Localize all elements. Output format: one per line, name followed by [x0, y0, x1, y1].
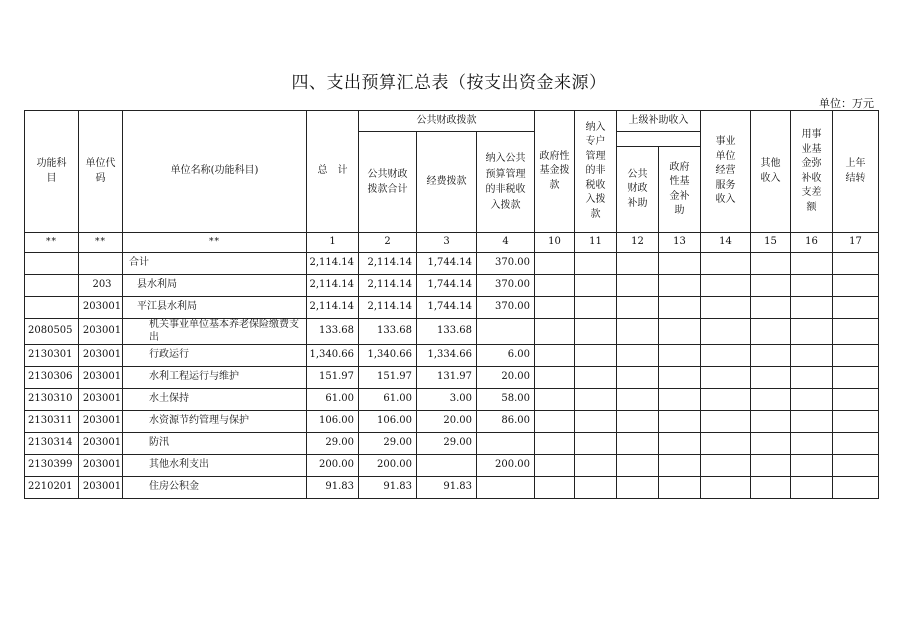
- header-pf-nontax: 纳入公共预算管理的非税收入拨款: [477, 132, 535, 233]
- unit-code-cell: 203001: [79, 389, 123, 411]
- pf-nontax-cell: 20.00: [477, 367, 535, 389]
- pf-fund-cell: 1,744.14: [417, 253, 477, 275]
- empty-cell: [659, 477, 701, 499]
- empty-cell: [659, 319, 701, 345]
- empty-cell: [575, 477, 617, 499]
- empty-cell: [751, 411, 791, 433]
- pf-fund-cell: 131.97: [417, 367, 477, 389]
- total-cell: 61.00: [307, 389, 359, 411]
- unit-code-cell: 203001: [79, 411, 123, 433]
- empty-cell: [617, 389, 659, 411]
- header-total: 总 计: [307, 111, 359, 233]
- empty-cell: [575, 319, 617, 345]
- empty-cell: [791, 345, 833, 367]
- header-other: 其他收入: [751, 111, 791, 233]
- unit-code-cell: 203001: [79, 477, 123, 499]
- total-cell: 2,114.14: [307, 297, 359, 319]
- table-row: [25, 275, 879, 297]
- empty-cell: [617, 297, 659, 319]
- empty-cell: [575, 455, 617, 477]
- empty-cell: [791, 455, 833, 477]
- func-code-cell: 2130399: [25, 455, 79, 477]
- pf-total-cell: 29.00: [359, 433, 417, 455]
- empty-cell: [535, 297, 575, 319]
- empty-cell: [659, 275, 701, 297]
- empty-cell: [659, 345, 701, 367]
- func-code-cell: 2130311: [25, 411, 79, 433]
- header-superior-spacer: [617, 132, 701, 147]
- empty-cell: [751, 389, 791, 411]
- unit-name-cell: 平江县水利局: [123, 297, 307, 319]
- header-sup-gov: 政府性基金补助: [659, 147, 701, 233]
- empty-cell: [751, 477, 791, 499]
- pf-fund-cell: 29.00: [417, 433, 477, 455]
- empty-cell: [535, 433, 575, 455]
- empty-cell: [791, 477, 833, 499]
- empty-cell: [659, 455, 701, 477]
- empty-cell: [751, 319, 791, 345]
- total-cell: 91.83: [307, 477, 359, 499]
- empty-cell: [535, 367, 575, 389]
- unit-code-cell: 203001: [79, 455, 123, 477]
- func-code-cell: 2210201: [25, 477, 79, 499]
- pf-nontax-cell: 370.00: [477, 253, 535, 275]
- empty-cell: [833, 345, 879, 367]
- empty-cell: [701, 411, 751, 433]
- table-row: [25, 455, 879, 477]
- empty-cell: [833, 389, 879, 411]
- empty-cell: [751, 345, 791, 367]
- empty-cell: [701, 297, 751, 319]
- empty-cell: [791, 411, 833, 433]
- unit-name-cell: 机关事业单位基本养老保险缴费支出: [123, 319, 307, 345]
- unit-name-cell: 防汛: [123, 433, 307, 455]
- unit-code-cell: 203001: [79, 367, 123, 389]
- total-cell: 2,114.14: [307, 253, 359, 275]
- empty-cell: [535, 411, 575, 433]
- pf-total-cell: 133.68: [359, 319, 417, 345]
- pf-total-cell: 2,114.14: [359, 275, 417, 297]
- empty-cell: [833, 367, 879, 389]
- pf-fund-cell: 20.00: [417, 411, 477, 433]
- empty-cell: [617, 319, 659, 345]
- total-cell: 1,340.66: [307, 345, 359, 367]
- pf-nontax-cell: 86.00: [477, 411, 535, 433]
- unit-name-cell: 行政运行: [123, 345, 307, 367]
- empty-cell: [659, 297, 701, 319]
- empty-cell: [535, 455, 575, 477]
- empty-cell: [575, 297, 617, 319]
- empty-cell: [535, 477, 575, 499]
- empty-cell: [791, 253, 833, 275]
- pf-nontax-cell: [477, 433, 535, 455]
- unit-code-cell: 203001: [79, 433, 123, 455]
- empty-cell: [617, 345, 659, 367]
- pf-fund-cell: 91.83: [417, 477, 477, 499]
- header-public-fiscal: 公共财政拨款: [359, 111, 535, 132]
- header-business: 事业单位经营服务收入: [701, 111, 751, 233]
- func-code-cell: [25, 275, 79, 297]
- empty-cell: [617, 433, 659, 455]
- func-code-cell: [25, 253, 79, 275]
- pf-fund-cell: 133.68: [417, 319, 477, 345]
- header-gov-fund: 政府性基金拨款: [535, 111, 575, 233]
- pf-total-cell: 91.83: [359, 477, 417, 499]
- empty-cell: [751, 253, 791, 275]
- empty-cell: [751, 433, 791, 455]
- empty-cell: [575, 275, 617, 297]
- header-special-nontax: 纳入专户管理的非税收入拨款: [575, 111, 617, 233]
- empty-cell: [701, 433, 751, 455]
- pf-fund-cell: [417, 455, 477, 477]
- table-row: [25, 433, 879, 455]
- unit-code-cell: 203001: [79, 319, 123, 345]
- empty-cell: [617, 455, 659, 477]
- header-func-code: 功能科目: [25, 111, 79, 233]
- empty-cell: [575, 433, 617, 455]
- empty-cell: [833, 275, 879, 297]
- empty-cell: [701, 477, 751, 499]
- page-title: 四、支出预算汇总表（按支出资金来源）: [291, 73, 607, 93]
- header-pf-total: 公共财政拨款合计: [359, 132, 417, 233]
- table-row: [25, 367, 879, 389]
- empty-cell: [617, 477, 659, 499]
- empty-cell: [535, 275, 575, 297]
- empty-cell: [617, 275, 659, 297]
- unit-name-cell: 县水利局: [123, 275, 307, 297]
- table-row: [25, 477, 879, 499]
- empty-cell: [701, 367, 751, 389]
- func-code-cell: 2130310: [25, 389, 79, 411]
- empty-cell: [575, 367, 617, 389]
- empty-cell: [535, 389, 575, 411]
- pf-total-cell: 151.97: [359, 367, 417, 389]
- pf-fund-cell: 1,334.66: [417, 345, 477, 367]
- empty-cell: [535, 319, 575, 345]
- unit-label: 单位：万元: [819, 97, 874, 110]
- header-sup-public: 公共财政补助: [617, 147, 659, 233]
- pf-fund-cell: 3.00: [417, 389, 477, 411]
- empty-cell: [659, 367, 701, 389]
- func-code-cell: 2130306: [25, 367, 79, 389]
- pf-nontax-cell: 370.00: [477, 275, 535, 297]
- empty-cell: [751, 297, 791, 319]
- pf-total-cell: 61.00: [359, 389, 417, 411]
- pf-nontax-cell: 200.00: [477, 455, 535, 477]
- pf-total-cell: 106.00: [359, 411, 417, 433]
- header-unit-code: 单位代码: [79, 111, 123, 233]
- empty-cell: [575, 389, 617, 411]
- empty-cell: [751, 275, 791, 297]
- pf-nontax-cell: 370.00: [477, 297, 535, 319]
- index-row: ** ** ** 1 2 3 4 10 11 12 13 14 15 16 17: [25, 233, 879, 253]
- pf-fund-cell: 1,744.14: [417, 275, 477, 297]
- empty-cell: [833, 297, 879, 319]
- empty-cell: [575, 345, 617, 367]
- total-cell: 106.00: [307, 411, 359, 433]
- empty-cell: [617, 411, 659, 433]
- unit-name-cell: 其他水利支出: [123, 455, 307, 477]
- func-code-cell: 2080505: [25, 319, 79, 345]
- pf-nontax-cell: 6.00: [477, 345, 535, 367]
- table-row: [25, 297, 879, 319]
- empty-cell: [701, 389, 751, 411]
- empty-cell: [575, 411, 617, 433]
- empty-cell: [833, 253, 879, 275]
- empty-cell: [833, 477, 879, 499]
- pf-total-cell: 1,340.66: [359, 345, 417, 367]
- pf-total-cell: 200.00: [359, 455, 417, 477]
- unit-name-cell: 住房公积金: [123, 477, 307, 499]
- total-cell: 2,114.14: [307, 275, 359, 297]
- func-code-cell: 2130314: [25, 433, 79, 455]
- unit-code-cell: 203: [79, 275, 123, 297]
- func-code-cell: 2130301: [25, 345, 79, 367]
- pf-total-cell: 2,114.14: [359, 253, 417, 275]
- empty-cell: [701, 253, 751, 275]
- empty-cell: [617, 253, 659, 275]
- unit-name-cell: 水资源节约管理与保护: [123, 411, 307, 433]
- unit-name-cell: 水利工程运行与维护: [123, 367, 307, 389]
- table-row: [25, 411, 879, 433]
- header-pf-fund: 经费拨款: [417, 132, 477, 233]
- empty-cell: [833, 433, 879, 455]
- empty-cell: [617, 367, 659, 389]
- empty-cell: [791, 297, 833, 319]
- empty-cell: [833, 411, 879, 433]
- empty-cell: [535, 253, 575, 275]
- table-row: [25, 319, 879, 345]
- empty-cell: [791, 389, 833, 411]
- empty-cell: [701, 319, 751, 345]
- unit-code-cell: [79, 253, 123, 275]
- pf-nontax-cell: [477, 477, 535, 499]
- empty-cell: [575, 253, 617, 275]
- table-row: [25, 253, 879, 275]
- empty-cell: [751, 367, 791, 389]
- empty-cell: [791, 367, 833, 389]
- header-carryover: 上年结转: [833, 111, 879, 233]
- total-cell: 200.00: [307, 455, 359, 477]
- empty-cell: [659, 389, 701, 411]
- unit-name-cell: 水土保持: [123, 389, 307, 411]
- func-code-cell: [25, 297, 79, 319]
- total-cell: 151.97: [307, 367, 359, 389]
- empty-cell: [535, 345, 575, 367]
- pf-fund-cell: 1,744.14: [417, 297, 477, 319]
- table-row: [25, 345, 879, 367]
- pf-nontax-cell: 58.00: [477, 389, 535, 411]
- empty-cell: [701, 345, 751, 367]
- unit-name-cell: 合计: [123, 253, 307, 275]
- empty-cell: [659, 433, 701, 455]
- header-unit-name: 单位名称(功能科目): [123, 111, 307, 233]
- pf-total-cell: 2,114.14: [359, 297, 417, 319]
- empty-cell: [659, 253, 701, 275]
- header-superior: 上级补助收入: [617, 111, 701, 132]
- empty-cell: [791, 319, 833, 345]
- empty-cell: [751, 455, 791, 477]
- unit-code-cell: 203001: [79, 297, 123, 319]
- empty-cell: [701, 275, 751, 297]
- total-cell: 133.68: [307, 319, 359, 345]
- empty-cell: [791, 433, 833, 455]
- header-fund-balance: 用事业基金弥补收支差额: [791, 111, 833, 233]
- table-row: [25, 389, 879, 411]
- empty-cell: [659, 411, 701, 433]
- empty-cell: [833, 455, 879, 477]
- total-cell: 29.00: [307, 433, 359, 455]
- empty-cell: [833, 319, 879, 345]
- empty-cell: [791, 275, 833, 297]
- budget-table: [24, 110, 879, 499]
- unit-code-cell: 203001: [79, 345, 123, 367]
- pf-nontax-cell: [477, 319, 535, 345]
- empty-cell: [701, 455, 751, 477]
